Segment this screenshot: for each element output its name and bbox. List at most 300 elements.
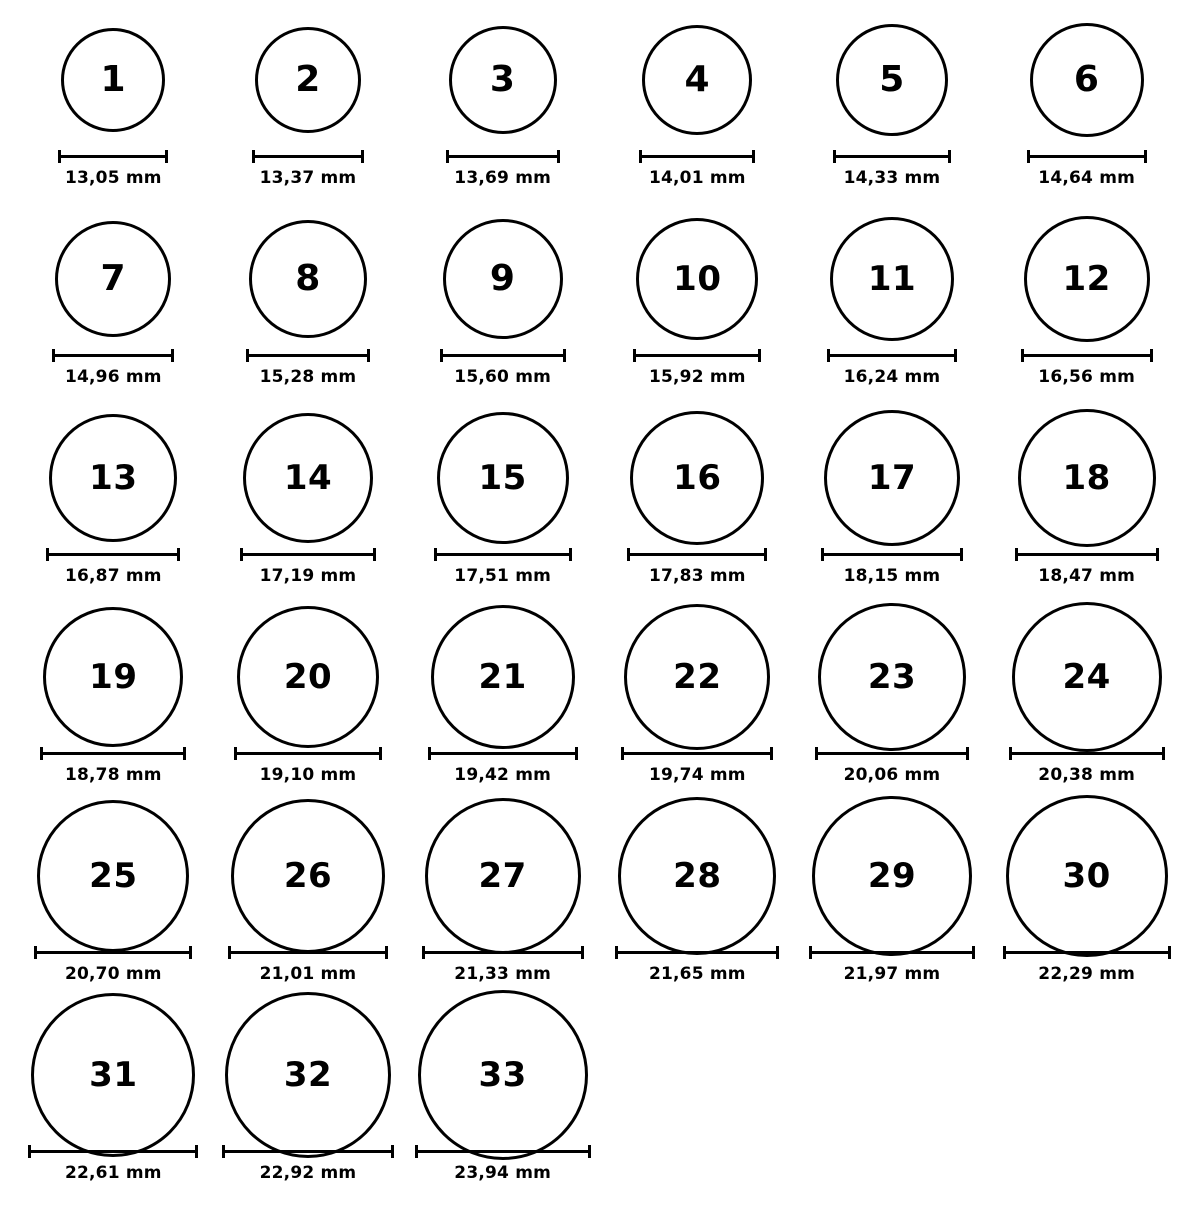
caliper-bar: [627, 553, 767, 556]
ring-diameter-label: 20,70 mm: [64, 964, 162, 984]
caliper-bar: [1015, 553, 1159, 556]
ring-measurement: [428, 747, 578, 785]
ring-size-cell: [797, 14, 987, 188]
ring-size-cell: [18, 1009, 208, 1183]
caliper-icon: [446, 150, 560, 162]
caliper-tick-right: [960, 548, 963, 561]
ring-circle-icon: [418, 990, 588, 1160]
ring-circle-wrapper: [602, 213, 792, 345]
ring-circle-wrapper: [18, 14, 208, 146]
ring-measurement: [240, 548, 376, 586]
ring-size-number: 22: [673, 657, 722, 697]
ring-circle-icon: [812, 796, 972, 956]
caliper-bar: [234, 752, 382, 755]
ring-diameter-label: 14,64 mm: [1038, 168, 1136, 188]
ring-measurement: [809, 946, 975, 984]
ring-circle-wrapper: [18, 611, 208, 743]
ring-circle-icon: [249, 220, 367, 338]
ring-circle-icon: [43, 607, 183, 747]
caliper-tick-right: [1150, 349, 1153, 362]
caliper-bar: [809, 951, 975, 954]
ring-diameter-label: 13,05 mm: [64, 168, 162, 188]
caliper-bar: [1003, 951, 1171, 954]
ring-diameter-label: 21,01 mm: [259, 964, 357, 984]
ring-circle-icon: [243, 413, 373, 543]
caliper-bar: [833, 155, 951, 158]
ring-diameter-label: 13,69 mm: [454, 168, 552, 188]
ring-size-cell: [797, 412, 987, 586]
ring-diameter-label: 17,19 mm: [259, 566, 357, 586]
ring-size-number: 30: [1062, 856, 1111, 896]
ring-size-cell: [992, 412, 1182, 586]
caliper-tick-left: [28, 1145, 31, 1158]
caliper-icon: [28, 1145, 198, 1157]
ring-size-number: 2: [295, 59, 321, 100]
caliper-tick-right: [189, 946, 192, 959]
ring-circle-wrapper: [992, 611, 1182, 743]
ring-measurement: [633, 349, 761, 387]
caliper-tick-left: [222, 1145, 225, 1158]
caliper-bar: [827, 354, 957, 357]
ring-diameter-label: 13,37 mm: [259, 168, 357, 188]
ring-circle-wrapper: [213, 213, 403, 345]
caliper-bar: [52, 354, 174, 357]
ring-circle-icon: [1012, 602, 1162, 752]
ring-measurement: [34, 946, 192, 984]
caliper-bar: [821, 553, 963, 556]
caliper-tick-left: [815, 747, 818, 760]
ring-size-cell: [408, 213, 598, 387]
ring-size-number: 7: [100, 258, 127, 299]
ring-size-grid: [0, 14, 1200, 1208]
caliper-tick-right: [563, 349, 566, 362]
caliper-tick-left: [627, 548, 630, 561]
caliper-tick-left: [827, 349, 830, 362]
ring-size-number: 6: [1073, 59, 1100, 100]
ring-size-cell: [602, 611, 792, 785]
caliper-tick-right: [758, 349, 761, 362]
caliper-bar: [639, 155, 755, 158]
ring-diameter-label: 19,10 mm: [259, 765, 357, 785]
ring-circle-wrapper: [213, 1009, 403, 1141]
ring-diameter-label: 23,94 mm: [454, 1163, 552, 1183]
caliper-bar: [58, 155, 168, 158]
ring-diameter-label: 16,24 mm: [843, 367, 941, 387]
caliper-icon: [621, 747, 773, 759]
ring-circle-icon: [31, 993, 195, 1157]
ring-size-cell: [18, 213, 208, 387]
caliper-tick-right: [557, 150, 560, 163]
caliper-bar: [246, 354, 370, 357]
ring-circle-wrapper: [408, 213, 598, 345]
caliper-icon: [1003, 946, 1171, 958]
ring-size-number: 4: [684, 59, 711, 100]
caliper-tick-right: [581, 946, 584, 959]
caliper-tick-right: [177, 548, 180, 561]
caliper-tick-right: [954, 349, 957, 362]
caliper-tick-right: [195, 1145, 198, 1158]
ring-measurement: [833, 150, 951, 188]
ring-circle-wrapper: [213, 611, 403, 743]
ring-size-number: 25: [89, 856, 138, 896]
ring-size-number: 31: [89, 1055, 138, 1095]
ring-measurement: [422, 946, 584, 984]
caliper-tick-right: [1144, 150, 1147, 163]
caliper-tick-right: [764, 548, 767, 561]
caliper-tick-right: [972, 946, 975, 959]
ring-measurement: [234, 747, 382, 785]
ring-size-number: 29: [867, 856, 917, 896]
caliper-icon: [58, 150, 168, 162]
ring-size-number: 32: [283, 1055, 333, 1095]
caliper-tick-right: [1156, 548, 1159, 561]
ring-circle-icon: [624, 604, 770, 750]
ring-size-cell: [992, 611, 1182, 785]
caliper-tick-left: [1027, 150, 1030, 163]
ring-size-number: 14: [283, 458, 333, 498]
caliper-icon: [821, 548, 963, 560]
caliper-tick-right: [379, 747, 382, 760]
ring-measurement: [440, 349, 566, 387]
caliper-tick-left: [821, 548, 824, 561]
caliper-bar: [633, 354, 761, 357]
caliper-tick-right: [385, 946, 388, 959]
ring-measurement: [639, 150, 755, 188]
caliper-icon: [809, 946, 975, 958]
ring-circle-wrapper: [797, 412, 987, 544]
ring-size-cell: [213, 213, 403, 387]
caliper-bar: [222, 1150, 394, 1153]
ring-measurement: [58, 150, 168, 188]
ring-circle-wrapper: [408, 611, 598, 743]
ring-circle-wrapper: [408, 810, 598, 942]
ring-circle-wrapper: [992, 14, 1182, 146]
ring-size-cell: [213, 14, 403, 188]
ring-size-number: 27: [478, 856, 527, 896]
caliper-tick-right: [948, 150, 951, 163]
ring-diameter-label: 15,28 mm: [259, 367, 357, 387]
ring-circle-icon: [231, 799, 385, 953]
ring-size-cell: [602, 213, 792, 387]
ring-measurement: [415, 1145, 591, 1183]
caliper-tick-left: [1021, 349, 1024, 362]
ring-circle-wrapper: [797, 611, 987, 743]
caliper-tick-right: [575, 747, 578, 760]
ring-circle-wrapper: [797, 14, 987, 146]
ring-diameter-label: 21,97 mm: [843, 964, 941, 984]
caliper-tick-left: [1009, 747, 1012, 760]
ring-circle-wrapper: [408, 14, 598, 146]
ring-size-cell: [408, 14, 598, 188]
ring-circle-icon: [443, 219, 563, 339]
ring-diameter-label: 16,87 mm: [64, 566, 162, 586]
caliper-tick-left: [58, 150, 61, 163]
caliper-icon: [815, 747, 969, 759]
ring-size-cell: [213, 810, 403, 984]
ring-circle-wrapper: [213, 412, 403, 544]
ring-size-cell: [992, 810, 1182, 984]
caliper-icon: [422, 946, 584, 958]
ring-circle-wrapper: [408, 412, 598, 544]
ring-circle-icon: [49, 414, 177, 542]
ring-diameter-label: 18,78 mm: [64, 765, 162, 785]
ring-diameter-label: 14,01 mm: [648, 168, 746, 188]
ring-circle-icon: [437, 412, 569, 544]
ring-diameter-label: 22,61 mm: [64, 1163, 162, 1183]
ring-measurement: [1021, 349, 1153, 387]
caliper-icon: [833, 150, 951, 162]
ring-diameter-label: 21,33 mm: [454, 964, 552, 984]
ring-measurement: [827, 349, 957, 387]
ring-circle-icon: [1018, 409, 1156, 547]
caliper-tick-left: [228, 946, 231, 959]
caliper-tick-right: [183, 747, 186, 760]
caliper-tick-left: [621, 747, 624, 760]
ring-diameter-label: 19,74 mm: [648, 765, 746, 785]
ring-circle-icon: [642, 25, 752, 135]
caliper-tick-left: [633, 349, 636, 362]
ring-circle-icon: [225, 992, 391, 1158]
ring-circle-icon: [237, 606, 379, 748]
ring-measurement: [222, 1145, 394, 1183]
ring-size-cell: [797, 213, 987, 387]
ring-measurement: [446, 150, 560, 188]
ring-circle-icon: [425, 798, 581, 954]
ring-circle-wrapper: [602, 14, 792, 146]
ring-size-number: 10: [673, 259, 722, 299]
ring-size-cell: [213, 412, 403, 586]
ring-size-number: 28: [673, 856, 722, 896]
caliper-icon: [633, 349, 761, 361]
ring-circle-icon: [431, 605, 575, 749]
caliper-icon: [34, 946, 192, 958]
caliper-icon: [639, 150, 755, 162]
ring-measurement: [815, 747, 969, 785]
ring-size-number: 21: [478, 657, 527, 697]
caliper-icon: [246, 349, 370, 361]
ring-diameter-label: 20,06 mm: [843, 765, 941, 785]
ring-circle-icon: [55, 221, 171, 337]
ring-measurement: [615, 946, 779, 984]
ring-size-number: 17: [867, 458, 917, 498]
ring-size-number: 18: [1062, 458, 1111, 498]
ring-size-cell: [602, 810, 792, 984]
ring-size-cell: [602, 412, 792, 586]
caliper-tick-right: [367, 349, 370, 362]
ring-circle-icon: [449, 26, 557, 134]
ring-size-cell: [797, 810, 987, 984]
caliper-tick-left: [234, 747, 237, 760]
caliper-tick-right: [1168, 946, 1171, 959]
ring-size-number: 16: [673, 458, 722, 498]
ring-measurement: [1003, 946, 1171, 984]
caliper-icon: [440, 349, 566, 361]
caliper-tick-right: [569, 548, 572, 561]
ring-circle-wrapper: [18, 412, 208, 544]
caliper-tick-right: [588, 1145, 591, 1158]
caliper-bar: [34, 951, 192, 954]
caliper-tick-right: [165, 150, 168, 163]
caliper-icon: [52, 349, 174, 361]
ring-size-cell: [992, 14, 1182, 188]
caliper-tick-left: [52, 349, 55, 362]
ring-size-number: 11: [867, 259, 917, 299]
ring-size-cell: [797, 611, 987, 785]
caliper-bar: [415, 1150, 591, 1153]
caliper-tick-right: [770, 747, 773, 760]
ring-circle-wrapper: [18, 213, 208, 345]
caliper-tick-left: [833, 150, 836, 163]
ring-size-number: 5: [879, 59, 905, 100]
caliper-tick-left: [1003, 946, 1006, 959]
caliper-tick-right: [752, 150, 755, 163]
ring-measurement: [252, 150, 364, 188]
ring-circle-icon: [255, 27, 361, 133]
ring-size-number: 9: [489, 258, 516, 299]
caliper-tick-right: [171, 349, 174, 362]
ring-size-number: 8: [295, 258, 321, 299]
caliper-bar: [615, 951, 779, 954]
ring-size-cell: [408, 611, 598, 785]
caliper-bar: [428, 752, 578, 755]
caliper-bar: [240, 553, 376, 556]
caliper-tick-left: [639, 150, 642, 163]
caliper-icon: [1021, 349, 1153, 361]
ring-circle-wrapper: [18, 1009, 208, 1141]
caliper-icon: [40, 747, 186, 759]
ring-diameter-label: 17,83 mm: [648, 566, 746, 586]
ring-size-number: 13: [89, 458, 138, 498]
ring-circle-icon: [618, 797, 776, 955]
ring-circle-icon: [818, 603, 966, 751]
ring-size-number: 24: [1062, 657, 1111, 697]
caliper-tick-left: [434, 548, 437, 561]
ring-diameter-label: 16,56 mm: [1038, 367, 1136, 387]
ring-measurement: [821, 548, 963, 586]
ring-measurement: [1009, 747, 1165, 785]
ring-circle-wrapper: [408, 1009, 598, 1141]
ring-circle-wrapper: [992, 412, 1182, 544]
ring-size-number: 26: [283, 856, 333, 896]
ring-circle-icon: [824, 410, 960, 546]
caliper-tick-left: [422, 946, 425, 959]
ring-measurement: [434, 548, 572, 586]
ring-circle-icon: [1030, 23, 1144, 137]
caliper-tick-right: [373, 548, 376, 561]
caliper-bar: [228, 951, 388, 954]
ring-circle-icon: [1006, 795, 1168, 957]
ring-diameter-label: 22,29 mm: [1038, 964, 1136, 984]
caliper-icon: [240, 548, 376, 560]
caliper-tick-left: [415, 1145, 418, 1158]
caliper-tick-left: [240, 548, 243, 561]
caliper-tick-left: [1015, 548, 1018, 561]
ring-size-number: 20: [283, 657, 333, 697]
ring-measurement: [52, 349, 174, 387]
caliper-bar: [1009, 752, 1165, 755]
caliper-tick-right: [391, 1145, 394, 1158]
ring-size-cell: [18, 412, 208, 586]
caliper-bar: [40, 752, 186, 755]
ring-diameter-label: 18,15 mm: [843, 566, 941, 586]
caliper-tick-right: [361, 150, 364, 163]
caliper-bar: [434, 553, 572, 556]
ring-diameter-label: 14,33 mm: [843, 168, 941, 188]
ring-size-number: 33: [478, 1055, 527, 1095]
ring-size-number: 19: [89, 657, 138, 697]
ring-circle-wrapper: [992, 213, 1182, 345]
caliper-tick-left: [34, 946, 37, 959]
ring-size-number: 1: [100, 59, 127, 100]
ring-measurement: [246, 349, 370, 387]
caliper-icon: [434, 548, 572, 560]
caliper-icon: [627, 548, 767, 560]
caliper-icon: [1015, 548, 1159, 560]
caliper-tick-left: [446, 150, 449, 163]
ring-circle-icon: [61, 28, 165, 132]
ring-diameter-label: 18,47 mm: [1038, 566, 1136, 586]
caliper-bar: [815, 752, 969, 755]
ring-size-cell: [602, 14, 792, 188]
ring-size-cell: [18, 810, 208, 984]
caliper-tick-right: [1162, 747, 1165, 760]
caliper-icon: [46, 548, 180, 560]
ring-circle-icon: [636, 218, 758, 340]
caliper-tick-left: [809, 946, 812, 959]
ring-circle-wrapper: [602, 611, 792, 743]
ring-measurement: [28, 1145, 198, 1183]
ring-diameter-label: 20,38 mm: [1038, 765, 1136, 785]
caliper-bar: [46, 553, 180, 556]
caliper-icon: [1009, 747, 1165, 759]
caliper-icon: [615, 946, 779, 958]
caliper-icon: [252, 150, 364, 162]
caliper-icon: [1027, 150, 1147, 162]
ring-size-number: 3: [489, 59, 516, 100]
ring-circle-wrapper: [602, 412, 792, 544]
ring-circle-wrapper: [213, 810, 403, 942]
ring-circle-icon: [836, 24, 948, 136]
ring-measurement: [627, 548, 767, 586]
ring-size-cell: [992, 213, 1182, 387]
ring-diameter-label: 14,96 mm: [64, 367, 162, 387]
caliper-bar: [440, 354, 566, 357]
ring-circle-wrapper: [797, 213, 987, 345]
caliper-icon: [827, 349, 957, 361]
caliper-tick-right: [776, 946, 779, 959]
ring-diameter-label: 17,51 mm: [454, 566, 552, 586]
caliper-bar: [446, 155, 560, 158]
caliper-bar: [621, 752, 773, 755]
ring-diameter-label: 21,65 mm: [648, 964, 746, 984]
ring-size-cell: [213, 1009, 403, 1183]
ring-circle-wrapper: [992, 810, 1182, 942]
ring-size-cell: [18, 14, 208, 188]
caliper-bar: [28, 1150, 198, 1153]
ring-measurement: [228, 946, 388, 984]
caliper-tick-left: [440, 349, 443, 362]
ring-circle-wrapper: [797, 810, 987, 942]
caliper-tick-left: [615, 946, 618, 959]
caliper-bar: [422, 951, 584, 954]
ring-size-cell: [408, 412, 598, 586]
ring-measurement: [1015, 548, 1159, 586]
ring-circle-icon: [37, 800, 189, 952]
caliper-tick-left: [46, 548, 49, 561]
ring-diameter-label: 15,60 mm: [454, 367, 552, 387]
ring-measurement: [40, 747, 186, 785]
ring-circle-icon: [630, 411, 764, 545]
